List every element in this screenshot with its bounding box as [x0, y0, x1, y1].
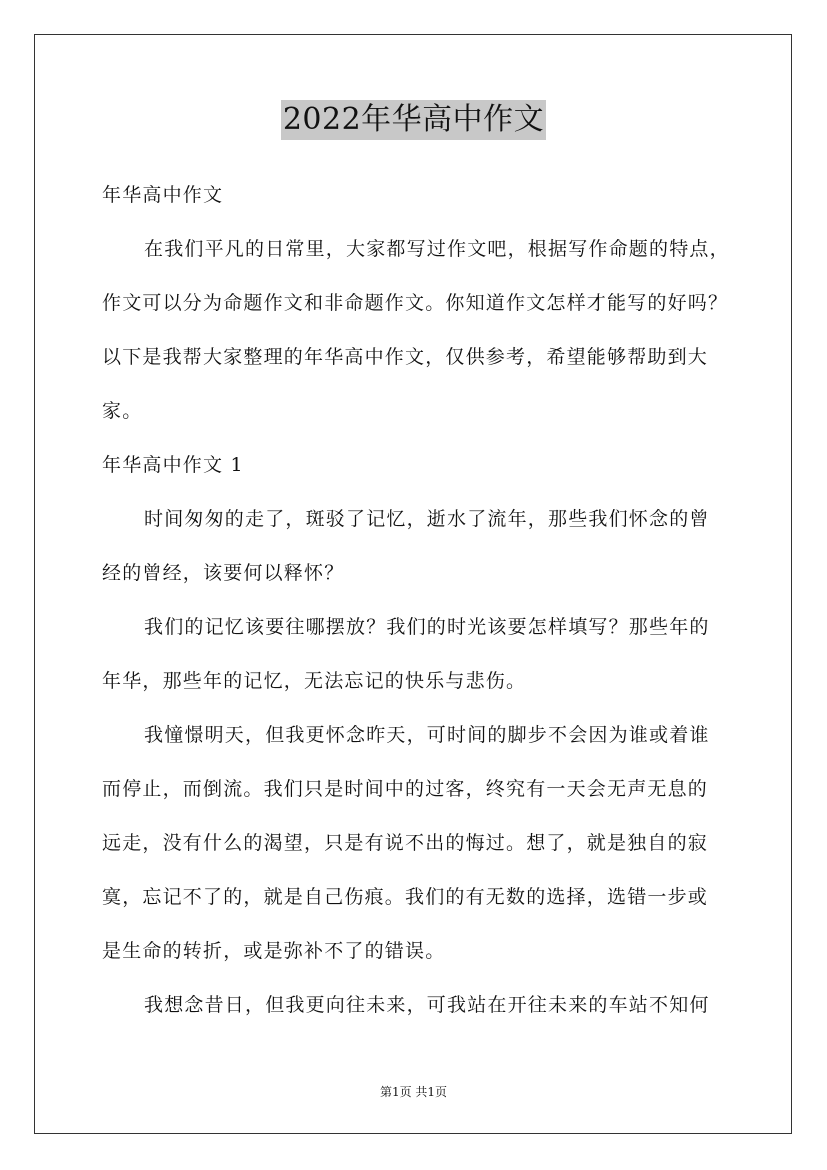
title-container: [0, 100, 827, 140]
paragraph-line: 我想念昔日，但我更向往未来，可我站在开往未来的车站不知何: [144, 994, 710, 1016]
page-number: 第1页 共1页: [379, 1085, 448, 1099]
paragraph-line: 而停止，而倒流。我们只是时间中的过客，终究有一天会无声无息的: [102, 778, 709, 800]
document-title: 2022年华高中作文: [281, 100, 546, 140]
paragraph-line: 我们的记忆该要往哪摆放？我们的时光该要怎样填写？那些年的: [144, 616, 710, 638]
paragraph-line: 时间匆匆的走了，斑驳了记忆，逝水了流年，那些我们怀念的曾: [144, 508, 710, 530]
document-body: [102, 168, 742, 1032]
paragraph-line: 年华，那些年的记忆，无法忘记的快乐与悲伤。: [102, 670, 527, 692]
section-heading: 年华高中作文 1: [102, 454, 244, 476]
paragraph-line: 以下是我帮大家整理的年华高中作文，仅供参考，希望能够帮助到大: [102, 346, 709, 368]
paragraph-line: 远走，没有什么的渴望，只是有说不出的悔过。想了，就是独自的寂: [102, 832, 709, 854]
paragraph-line: 在我们平凡的日常里，大家都写过作文吧，根据写作命题的特点，: [144, 238, 730, 260]
paragraph-line: 寞，忘记不了的，就是自己伤痕。我们的有无数的选择，选错一步或: [102, 886, 709, 908]
paragraph-line: 作文可以分为命题作文和非命题作文。你知道作文怎样才能写的好吗？: [102, 292, 729, 314]
paragraph-line: 家。: [102, 400, 143, 422]
section-heading: 年华高中作文: [102, 184, 224, 206]
paragraph-line: 经的曾经，该要何以释怀？: [102, 562, 345, 584]
paragraph-line: 是生命的转折，或是弥补不了的错误。: [102, 940, 446, 962]
paragraph-line: 我憧憬明天，但我更怀念昨天，可时间的脚步不会因为谁或着谁: [144, 724, 710, 746]
